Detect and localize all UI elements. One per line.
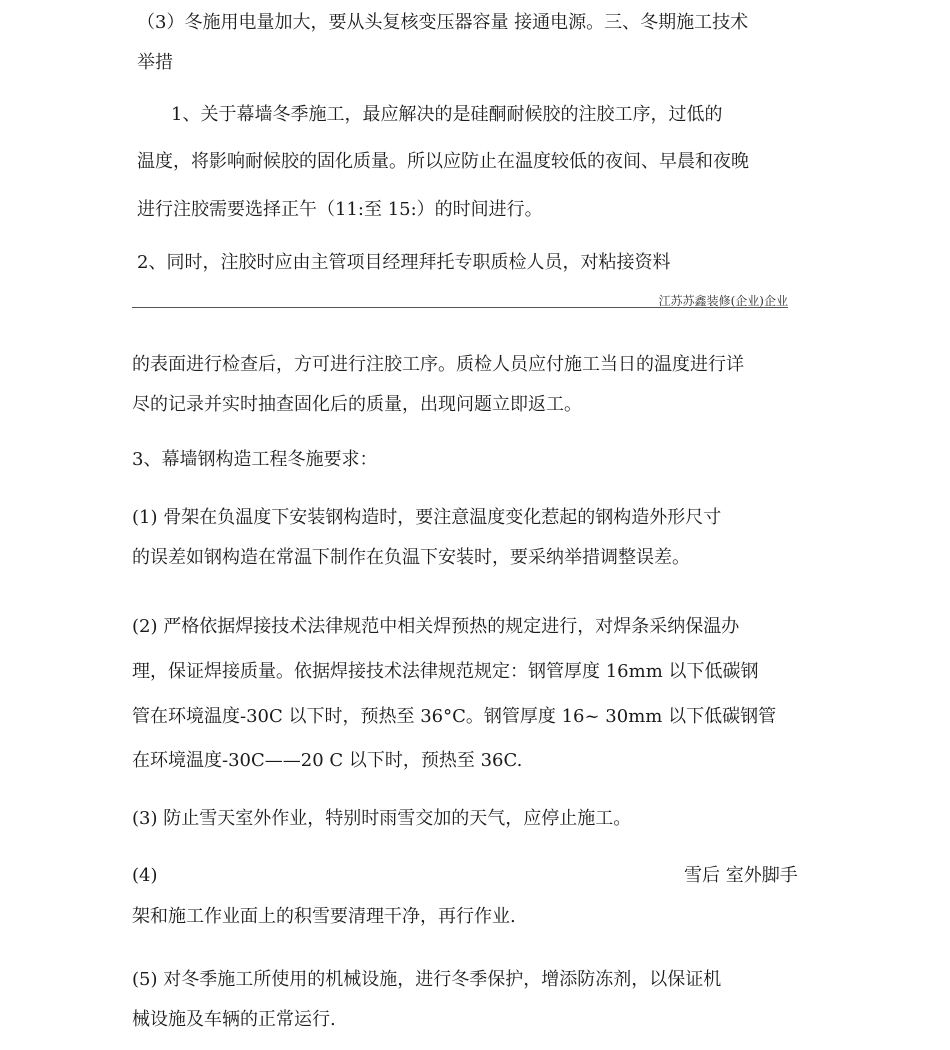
text-line: 举措 xyxy=(137,52,173,73)
text-line: 温度，将影响耐候胶的固化质量。所以应防止在温度较低的夜间、早晨和夜晚 xyxy=(137,151,749,172)
text-line: 架和施工作业面上的积雪要清理干净，再行作业. xyxy=(132,906,516,927)
item-4-number: (4) xyxy=(132,865,158,886)
text-line: 理，保证焊接质量。依据焊接技术法律规范规定：钢管厚度 16mm 以下低碳钢 xyxy=(132,661,759,682)
text-line: 管在环境温度-30C 以下时，预热至 36°C。钢管厚度 16~ 30mm 以下低碳钢管 xyxy=(132,706,777,727)
text-line: 3、幕墙钢构造工程冬施要求： xyxy=(132,449,378,470)
footer-divider xyxy=(132,307,788,308)
text-line: (5) 对冬季施工所使用的机械设施，进行冬季保护，增添防冻剂，以保证机 xyxy=(132,969,722,990)
text-line: 的表面进行检查后，方可进行注胶工序。质检人员应付施工当日的温度进行详 xyxy=(132,354,744,375)
text-line: 尽的记录并实时抽查固化后的质量，出现问题立即返工。 xyxy=(132,394,582,415)
page-footer: 江苏苏鑫装修(企业)企业 xyxy=(658,294,788,308)
text-line: 进行注胶需要选择正午（11:至 15:）的时间进行。 xyxy=(137,199,543,220)
text-line: 在环境温度-30C——20 C 以下时，预热至 36C. xyxy=(132,750,523,771)
item-4-text: 雪后 室外脚手 xyxy=(684,865,798,886)
text-line: 1、关于幕墙冬季施工，最应解决的是硅酮耐候胶的注胶工序，过低的 xyxy=(171,104,723,125)
text-line: 械设施及车辆的正常运行. xyxy=(132,1009,336,1030)
text-line: 2、同时，注胶时应由主管项目经理拜托专职质检人员，对粘接资料 xyxy=(137,252,671,273)
text-line: (3) 防止雪天室外作业，特别时雨雪交加的天气，应停止施工。 xyxy=(132,808,632,829)
text-line: (2) 严格依据焊接技术法律规范中相关焊预热的规定进行，对焊条采纳保温办 xyxy=(132,616,740,637)
text-line: 的误差如钢构造在常温下制作在负温下安装时，要采纳举措调整误差。 xyxy=(132,547,690,568)
text-line: (1) 骨架在负温度下安装钢构造时，要注意温度变化惹起的钢构造外形尺寸 xyxy=(132,507,722,528)
text-line: （3）冬施用电量加大，要从头复核变压器容量 接通电源。三、冬期施工技术 xyxy=(137,12,749,33)
